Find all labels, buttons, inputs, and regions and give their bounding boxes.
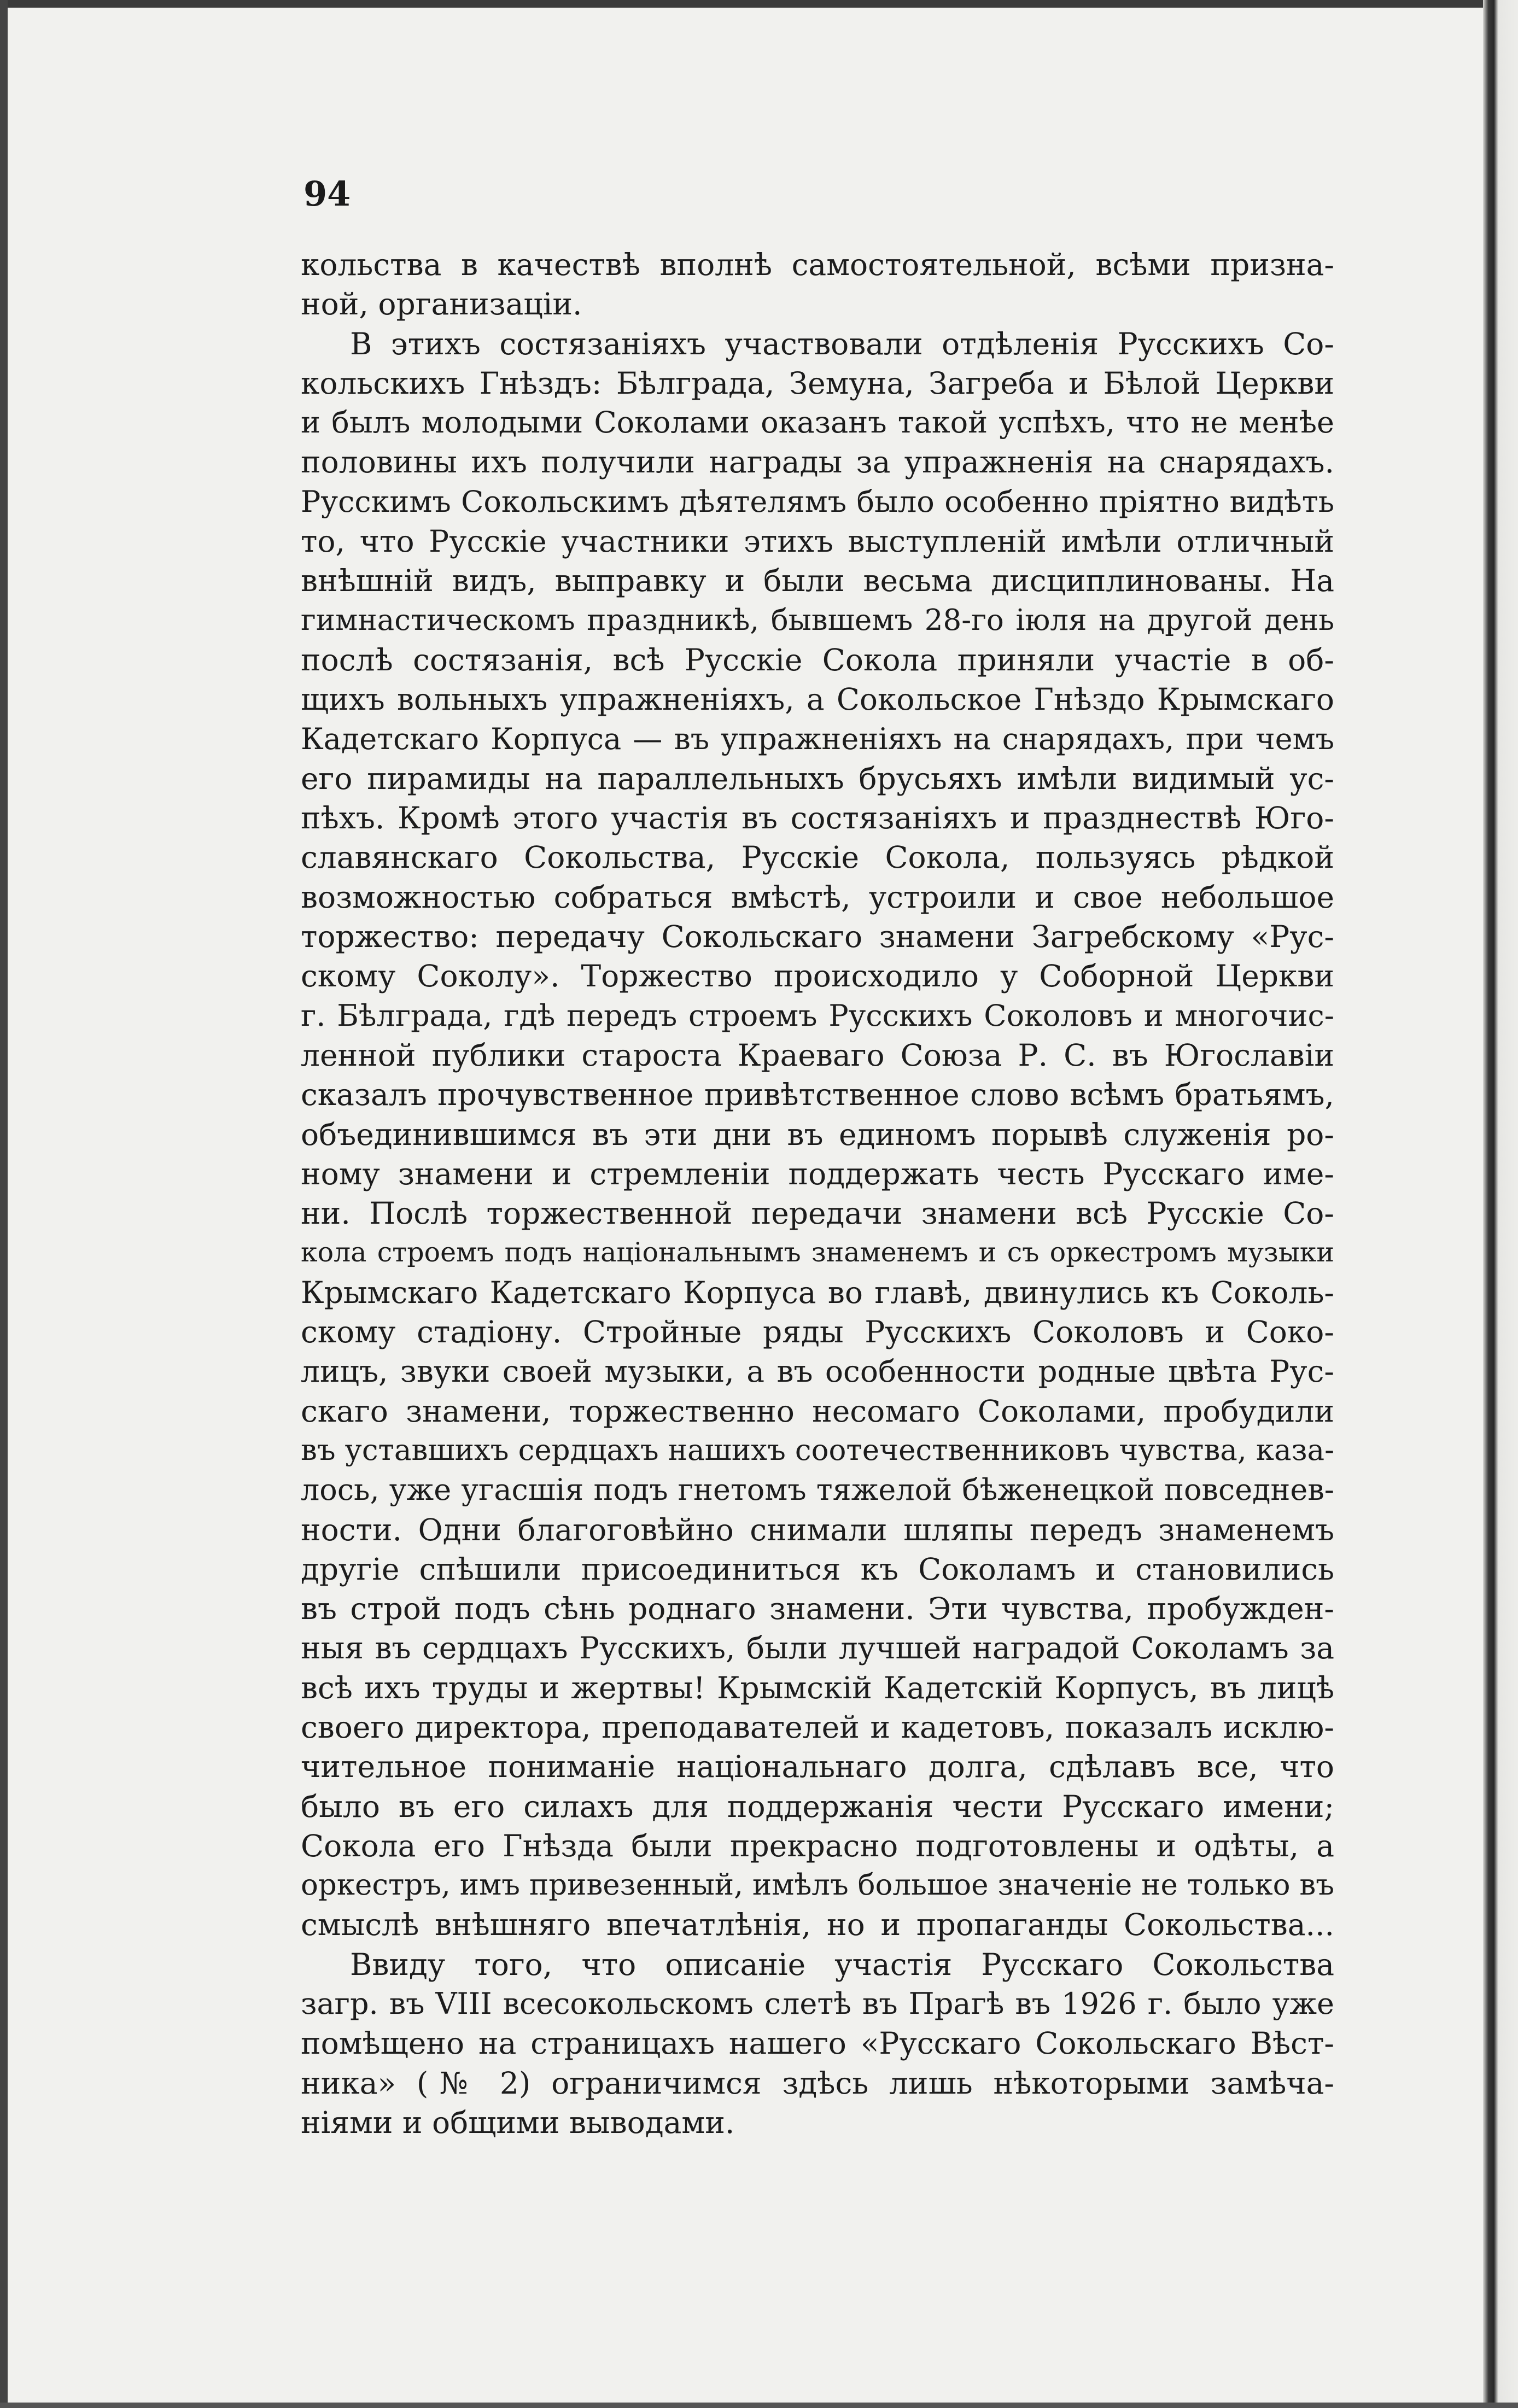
text-line: возможностью собраться вмѣстѣ, устроили и свое небольшое — [301, 879, 1334, 915]
text-line: Русскимъ Сокольскимъ дѣятелямъ было особенно пріятно видѣть — [301, 484, 1334, 519]
text-line: ніями и общими выводами. — [301, 2105, 735, 2140]
scan-border-right — [1483, 0, 1518, 2408]
text-line: половины ихъ получили награды за упражненія на снарядахъ. — [301, 445, 1334, 480]
scan-border-left — [0, 0, 8, 2408]
text-line: ности. Одни благоговѣйно снимали шляпы передъ знаменемъ — [301, 1512, 1334, 1547]
text-line: ной, организаціи. — [301, 287, 582, 322]
text-line: было въ его силахъ для поддержанія чести Русскаго имени; — [301, 1789, 1334, 1824]
text-line: лицъ, звуки своей музыки, а въ особенности родные цвѣта Рус- — [301, 1354, 1334, 1389]
text-line: Крымскаго Кадетскаго Корпуса во главѣ, двинулись къ Соколь- — [301, 1275, 1334, 1310]
text-line: сказалъ прочувственное привѣтственное слово всѣмъ братьямъ, — [301, 1077, 1334, 1113]
text-line: лось, уже угасшія подъ гнетомъ тяжелой бѣженецкой повседнев- — [301, 1472, 1334, 1507]
text-line: всѣ ихъ труды и жертвы! Крымскій Кадетскій Корпусъ, въ лицѣ — [301, 1670, 1334, 1705]
body-text — [301, 245, 1334, 2142]
text-line: Ввиду того, что описаніе участія Русскаго Сокольства — [350, 1947, 1334, 1982]
text-line: кольства в качествѣ вполнѣ самостоятельной, всѣми призна- — [301, 247, 1334, 282]
text-line: оркестръ, имъ привезенный, имѣлъ большое значеніе не только въ — [301, 1868, 1334, 1902]
text-line: загр. въ VIII всесокольскомъ слетѣ въ Прагѣ въ 1926 г. было уже — [301, 1986, 1334, 2021]
text-line: скаго знамени, торжественно несомаго Соколами, пробудили — [301, 1393, 1334, 1429]
text-line: скому стадіону. Стройные ряды Русскихъ Соколовъ и Соко- — [301, 1314, 1334, 1350]
text-line: Сокола его Гнѣзда были прекрасно подготовлены и одѣты, а — [301, 1828, 1334, 1863]
text-line: смыслѣ внѣшняго впечатлѣнія, но и пропаганды Сокольства... — [301, 1907, 1334, 1943]
text-line: ному знамени и стремленіи поддержать честь Русскаго име- — [301, 1156, 1334, 1191]
text-line: щихъ вольныхъ упражненіяхъ, а Сокольское Гнѣздо Крымскаго — [301, 682, 1334, 717]
page-number: 94 — [303, 174, 351, 214]
text-line: скому Соколу». Торжество происходило у Соборной Церкви — [301, 958, 1334, 994]
text-line: ника» (№ 2) ограничимся здѣсь лишь нѣкоторыми замѣча- — [301, 2065, 1334, 2101]
scan-border-bottom — [0, 2403, 1518, 2408]
text-line: ныя въ сердцахъ Русскихъ, были лучшей наградой Соколамъ за — [301, 1630, 1334, 1666]
text-line: гимнастическомъ праздникѣ, бывшемъ 28-го іюля на другой день — [301, 603, 1334, 637]
text-line: ни. Послѣ торжественной передачи знамени всѣ Русскіе Со- — [301, 1196, 1334, 1231]
text-line: своего директора, преподавателей и кадетовъ, показалъ исклю- — [301, 1709, 1334, 1745]
text-line: другіе спѣшили присоединиться къ Соколамъ и становились — [301, 1551, 1334, 1587]
text-line: славянскаго Сокольства, Русскіе Сокола, пользуясь рѣдкой — [301, 840, 1334, 875]
text-line: въ строй подъ сѣнь роднаго знамени. Эти чувства, пробужден- — [301, 1591, 1334, 1627]
text-line: г. Бѣлграда, гдѣ передъ строемъ Русскихъ Соколовъ и многочис- — [301, 998, 1334, 1033]
text-line: внѣшній видъ, выправку и были весьма дисциплинованы. На — [301, 563, 1334, 599]
text-line: и былъ молодыми Соколами оказанъ такой успѣхъ, что не менѣе — [301, 405, 1334, 440]
text-line: его пирамиды на параллельныхъ брусьяхъ имѣли видимый ус- — [301, 761, 1334, 796]
scan-border-top — [0, 0, 1518, 8]
text-line: В этихъ состязаніяхъ участвовали отдѣленія Русскихъ Со- — [350, 326, 1334, 361]
text-line: объединившимся въ эти дни въ единомъ порывѣ служенія ро- — [301, 1117, 1334, 1152]
text-line: ленной публики староста Краеваго Союза Р. С. въ Югославіи — [301, 1037, 1334, 1073]
text-line: помѣщено на страницахъ нашего «Русскаго Сокольскаго Вѣст- — [301, 2026, 1334, 2061]
text-line: кола строемъ подъ національнымъ знаменемъ и съ оркестромъ музыки — [301, 1237, 1334, 1269]
text-line: чительное пониманіе національнаго долга, сдѣлавъ все, что — [301, 1749, 1334, 1785]
text-line: послѣ состязанія, всѣ Русскіе Сокола приняли участіе в об- — [301, 642, 1334, 677]
text-line: въ уставшихъ сердцахъ нашихъ соотечественниковъ чувства, каза- — [301, 1433, 1334, 1467]
text-line: торжество: передачу Сокольскаго знамени Загребскому «Рус- — [301, 919, 1334, 955]
text-line: пѣхъ. Кромѣ этого участія въ состязаніяхъ и празднествѣ Юго- — [301, 800, 1334, 836]
text-line: кольскихъ Гнѣздъ: Бѣлграда, Земуна, Загреба и Бѣлой Церкви — [301, 365, 1334, 401]
text-line: то, что Русскіе участники этихъ выступленій имѣли отличный — [301, 524, 1334, 559]
text-line: Кадетскаго Корпуса — въ упражненіяхъ на снарядахъ, при чемъ — [301, 721, 1334, 756]
